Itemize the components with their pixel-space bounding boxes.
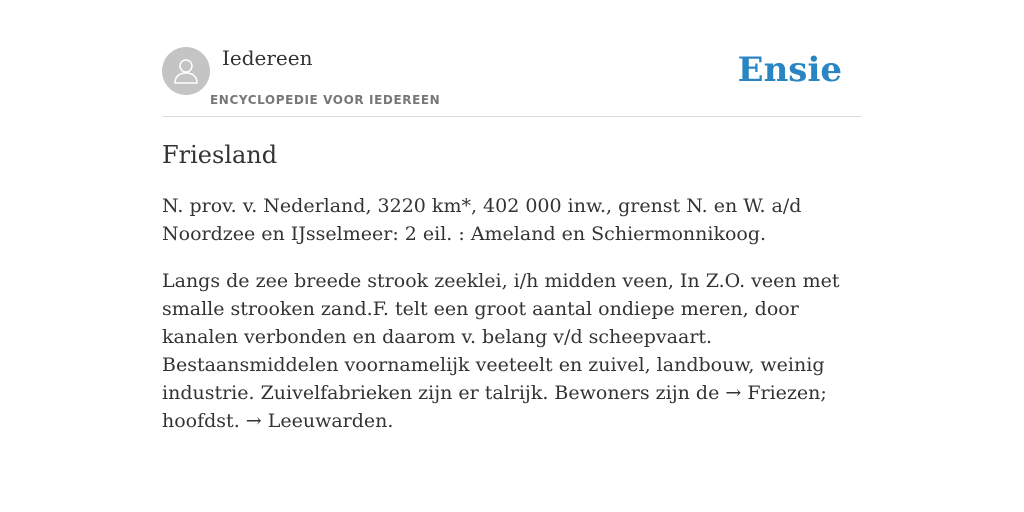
site-subtitle: ENCYCLOPEDIE VOOR IEDEREEN — [210, 93, 441, 107]
article-content — [162, 192, 864, 454]
user-avatar-icon — [171, 56, 201, 86]
article-paragraph: Langs de zee breede strook zeeklei, i/h midden veen, In Z.O. veen met smalle strooken zand.F. telt een groot aantal ondiepe meren, door kanalen verbonden en daarom v. belang v/d scheepvaart. Bestaansmiddelen voornamelijk veeteelt en zuivel, landbouw, weinig industrie. Zuivelfabrieken zijn er talrijk. Bewoners zijn de → Friezen; hoofdst. → Leeuwarden. — [162, 270, 840, 432]
article-title: Friesland — [162, 141, 278, 169]
header — [162, 46, 862, 117]
ensie-logo[interactable]: Ensie — [737, 50, 842, 90]
article-paragraph: N. prov. v. Nederland, 3220 km*, 402 000 inw., grenst N. en W. a/d Noordzee en IJsselmeer: 2 eil. : Ameland en Schiermonnikoog. — [162, 195, 802, 245]
username[interactable]: Iedereen — [222, 46, 313, 70]
user-avatar[interactable] — [162, 47, 210, 95]
